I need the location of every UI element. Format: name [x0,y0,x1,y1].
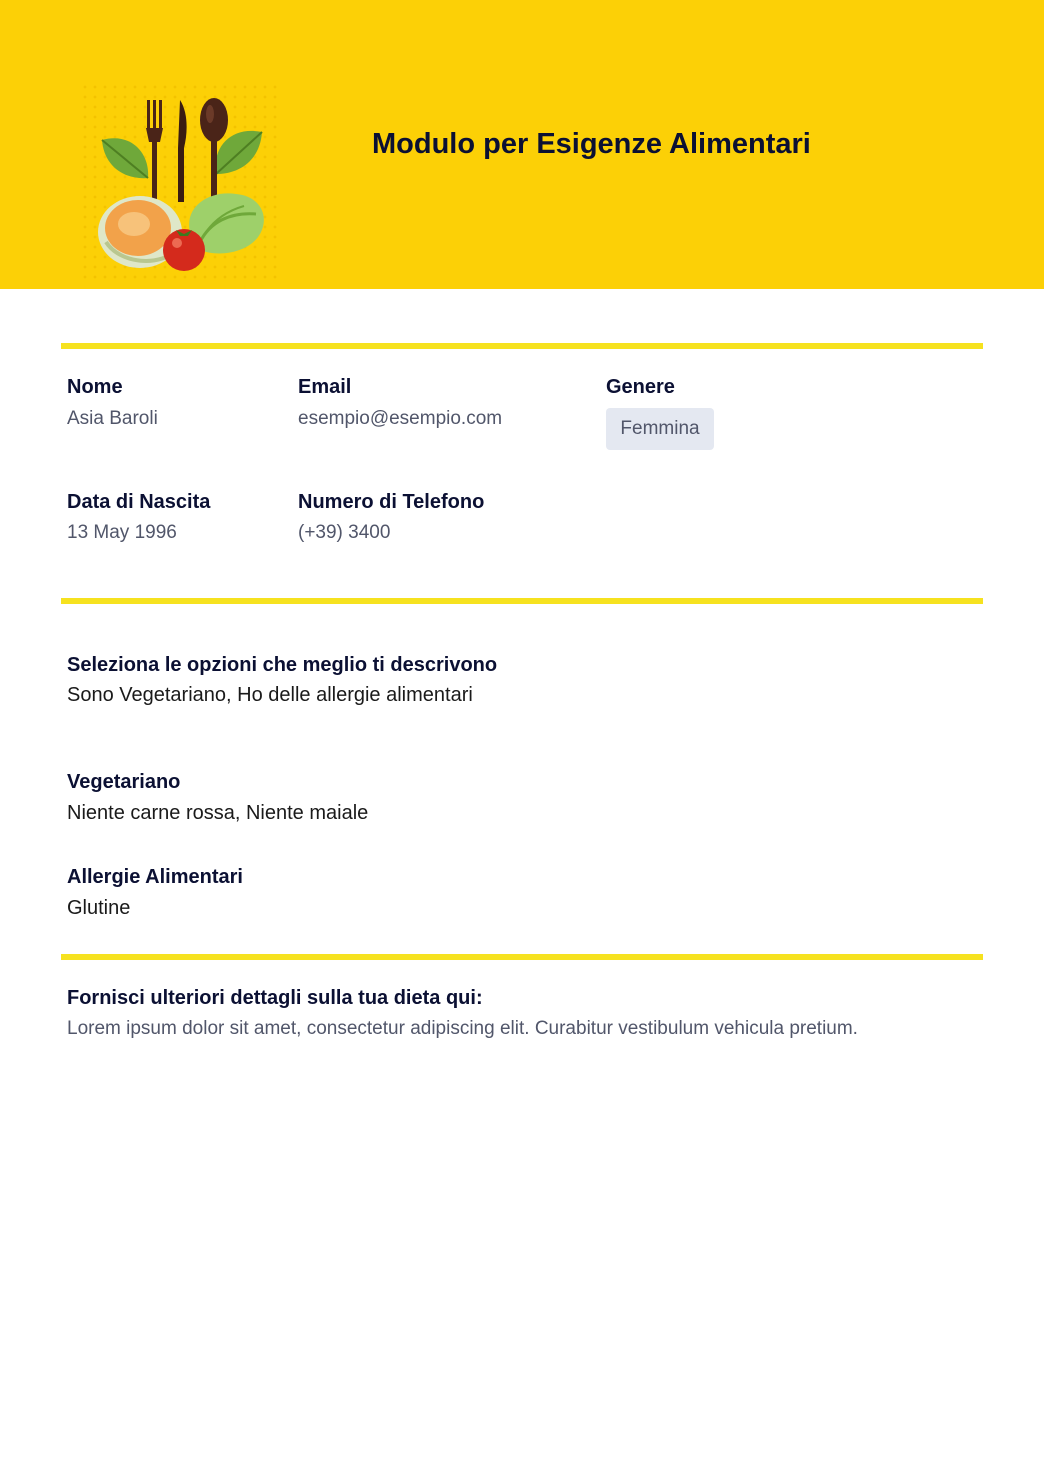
allergies-label: Allergie Alimentari [67,866,243,888]
cutlery-vegetables-icon [80,82,282,284]
birthdate-value: 13 May 1996 [67,522,177,543]
email-value: esempio@esempio.com [298,408,503,429]
section-divider [61,598,983,604]
gender-badge: Femmina [606,408,714,450]
phone-label: Numero di Telefono [298,491,485,513]
diet-options-value: Sono Vegetariano, Ho delle allergie alimentari [67,684,473,706]
vegetarian-value: Niente carne rossa, Niente maiale [67,802,369,824]
phone-value: (+39) 3400 [298,522,391,543]
gender-label: Genere [606,376,675,398]
email-label: Email [298,376,352,398]
details-value: Lorem ipsum dolor sit amet, consectetur adipiscing elit. Curabitur vestibulum vehicula pretium. [67,1018,858,1039]
section-divider [61,954,983,960]
allergies-value: Glutine [67,897,131,919]
diet-options-label: Seleziona le opzioni che meglio ti descrivono [67,654,498,676]
name-label: Nome [67,376,123,398]
birthdate-label: Data di Nascita [67,491,211,513]
details-label: Fornisci ulteriori dettagli sulla tua dieta qui: [67,987,483,1009]
form-title: Modulo per Esigenze Alimentari [372,128,811,160]
vegetarian-label: Vegetariano [67,771,181,793]
section-divider [61,343,983,349]
name-value: Asia Baroli [67,408,158,429]
header-banner [0,0,1044,289]
